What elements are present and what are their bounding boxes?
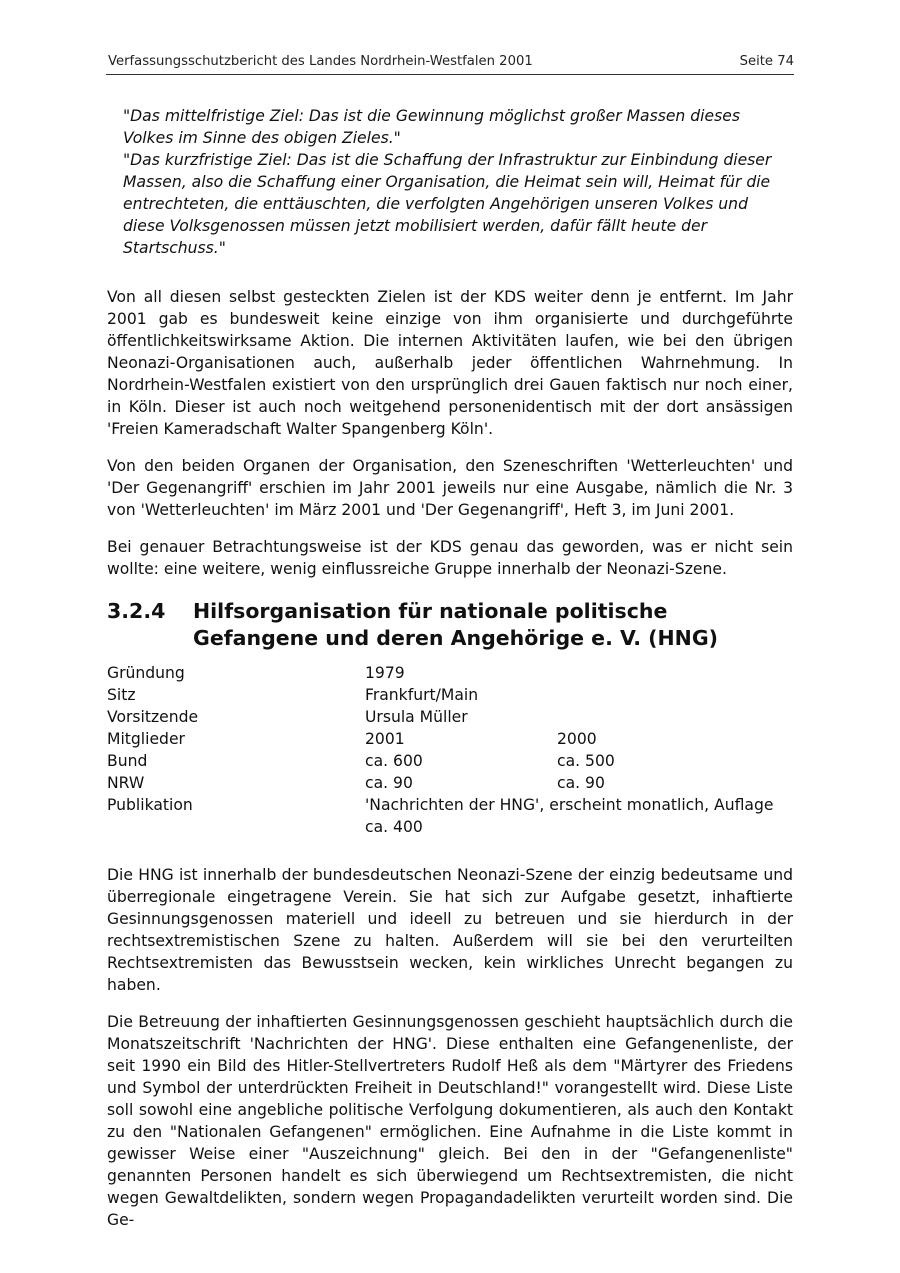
facts-value: ca. 90 <box>557 774 605 792</box>
paragraph-kds-goals: Von all diesen selbst gesteckten Zielen ist der KDS weiter denn je entfernt. Im Jahr 2001 gab es bundesweit keine einzige von ihm organisierte und durchgeführte öffentlichkeitswirksame Aktion. Die internen Aktivitäten laufen, wie bei den übrigen Neonazi-Organisationen auch, außerhalb jeder öffentlichen Wahrnehmung. In Nordrhein-Westfalen existiert von den ursprünglich drei Gauen faktisch nur noch einer, in Köln. Dieser ist auch noch weitgehend personenidentisch mit der dort ansässigen 'Freien Kameradschaft Walter Spangenberg Köln'. <box>107 288 793 438</box>
paragraph-hng-role: Die HNG ist innerhalb der bundesdeutschen Neonazi-Szene der einzig bedeutsame und überregionale eingetragene Verein. Sie hat sich zur Aufgabe gesetzt, inhaftierte Gesinnungsgenossen materiell und ideell zu betreuen und sie hierdurch in der rechtsextremistischen Szene zu halten. Außerdem will sie bei den verurteilten Rechtsextremisten das Bewusstsein wecken, kein wirkliches Unrecht begangen zu haben. <box>107 866 793 994</box>
page-body <box>107 105 793 1231</box>
facts-row-chair <box>107 706 793 728</box>
facts-label: Vorsitzende <box>107 708 199 726</box>
paragraph-kds-conclusion: Bei genauer Betrachtungsweise ist der KDS genau das geworden, was er nicht sein wollte: eine weitere, wenig einflussreiche Gruppe innerhalb der Neonazi-Szene. <box>107 538 793 578</box>
facts-value: ca. 600 <box>365 752 423 770</box>
facts-row-members <box>107 728 793 750</box>
section-title: Hilfsorganisation für nationale politische Gefangene und deren Angehörige e. V. (HNG) <box>193 599 719 650</box>
document-title: Verfassungsschutzbericht des Landes Nordrhein-Westfalen 2001 <box>108 54 533 69</box>
facts-label: Publikation <box>107 796 193 814</box>
facts-row-publication <box>107 794 793 838</box>
quote-block <box>123 105 783 259</box>
facts-label: Sitz <box>107 686 136 704</box>
facts-value: 2001 <box>365 730 405 748</box>
page-header <box>106 52 794 75</box>
section-heading <box>107 598 793 652</box>
facts-label: Mitglieder <box>107 730 185 748</box>
page-number: Seite 74 <box>739 54 794 69</box>
facts-label: NRW <box>107 774 145 792</box>
facts-value: ca. 500 <box>557 752 615 770</box>
organization-facts-table <box>107 662 793 838</box>
facts-value: 'Nachrichten der HNG', erscheint monatlich, Auflage ca. 400 <box>365 796 774 836</box>
facts-label: Gründung <box>107 664 185 682</box>
paragraph-kds-publications: Von den beiden Organen der Organisation, den Szeneschriften 'Wetterleuchten' und 'Der Gegenangriff' erschien im Jahr 2001 jeweils nur eine Ausgabe, nämlich die Nr. 3 von 'Wetterleuchten' im März 2001 und 'Der Gegenangriff', Heft 3, im Juni 2001. <box>107 457 793 519</box>
facts-row-founding <box>107 662 793 684</box>
facts-row-federal <box>107 750 793 772</box>
facts-value: 1979 <box>365 664 405 682</box>
facts-value: 2000 <box>557 730 597 748</box>
facts-value: ca. 90 <box>365 774 413 792</box>
facts-value: Ursula Müller <box>365 708 468 726</box>
facts-row-nrw <box>107 772 793 794</box>
facts-value: Frankfurt/Main <box>365 686 479 704</box>
facts-row-seat <box>107 684 793 706</box>
paragraph-hng-support: Die Betreuung der inhaftierten Gesinnungsgenossen geschieht hauptsächlich durch die Monatszeitschrift 'Nachrichten der HNG'. Diese enthalten eine Gefangenenliste, der seit 1990 ein Bild des Hitler-Stellvertreters Rudolf Heß als dem "Märtyrer des Friedens und Symbol der unterdrückten Freiheit in Deutschland!" vorangestellt wird. Diese Liste soll sowohl eine angebliche politische Verfolgung dokumentieren, als auch den Kontakt zu den "Nationalen Gefangenen" ermöglichen. Eine Aufnahme in die Liste kommt in gewisser Weise einer "Auszeichnung" gleich. Bei den in der "Gefangenenliste" genannten Personen handelt es sich überwiegend um Rechtsextremisten, die nicht wegen Gewaltdelikten, sondern wegen Propagandadelikten verurteilt worden sind. Die Ge- <box>107 1013 793 1229</box>
quote-shortterm-goal: "Das kurzfristige Ziel: Das ist die Schaffung der Infrastruktur zur Einbindung dieser Massen, also die Schaffung einer Organisation, die Heimat sein will, Heimat für die entrechteten, die enttäuschten, die verfolgten Angehörigen unseren Volkes und diese Volksgenossen müssen jetzt mobilisiert werden, dafür fällt heute der Startschuss." <box>123 151 772 257</box>
quote-midterm-goal: "Das mittelfristige Ziel: Das ist die Gewinnung möglichst großer Massen dieses Volkes im Sinne des obigen Zieles." <box>123 107 740 147</box>
section-number: 3.2.4 <box>107 599 166 623</box>
facts-label: Bund <box>107 752 148 770</box>
